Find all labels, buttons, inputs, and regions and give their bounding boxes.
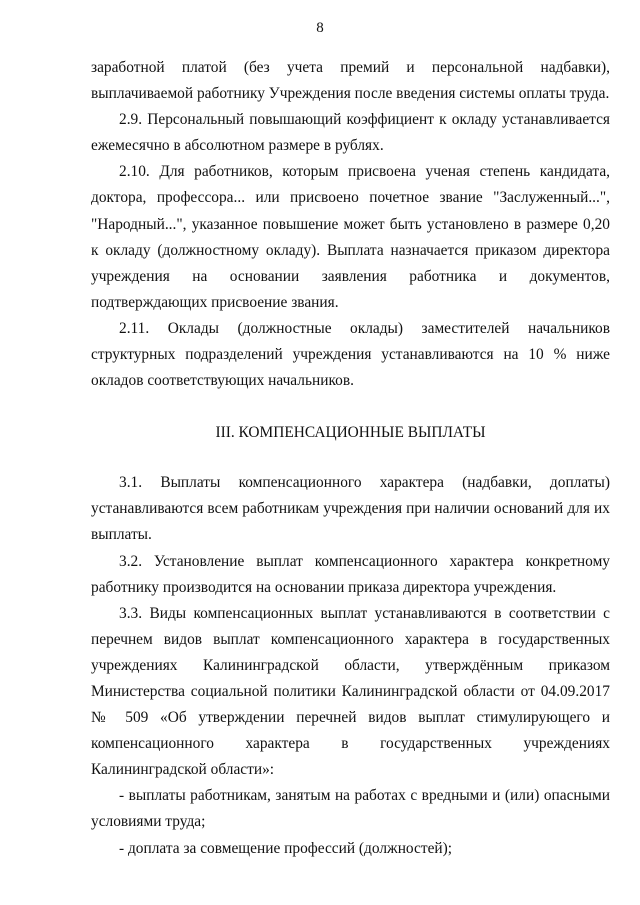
paragraph-2-11: 2.11. Оклады (должностные оклады) заместителей начальников структурных подразделений учреждения устанавливаются на 10 % ниже окладов соответствующих начальников. (91, 319, 610, 390)
paragraph-2-9: 2.9. Персональный повышающий коэффициент к окладу устанавливается ежемесячно в абсолютном размере в рублях. (91, 111, 610, 155)
paragraph-2-10: 2.10. Для работников, которым присвоена ученая степень кандидата, доктора, профессора... или присвоено почетное звание "Заслуженный...", "Народный...", указанное повышение может быть установлено в размере 0,20 к окладу (должностному окладу). Выплата назначается приказом директора учреждения на основании заявления работника и документов, подтверждающих присвоение звания. (91, 163, 610, 311)
paragraph-3-1: 3.1. Выплаты компенсационного характера (надбавки, доплаты) устанавливаются всем работникам учреждения при наличии оснований для их выплаты. (91, 474, 610, 544)
document-body (91, 55, 610, 862)
page-number: 8 (316, 20, 324, 36)
section-heading: III. КОМПЕНСАЦИОННЫЕ ВЫПЛАТЫ (215, 424, 486, 442)
paragraph-continuation: заработной платой (без учета премий и персональной надбавки), выплачиваемой работнику Учреждения после введения системы оплаты труда. (91, 59, 610, 103)
paragraph-3-3: 3.3. Виды компенсационных выплат устанавливаются в соответствии с перечнем видов выплат компенсационного характера в государственных учреждениях Калининградской области, утверждённым приказом Министерства социальной политики Калининградской области от 04.09.2017 № 509 «Об утверждении перечней видов выплат стимулирующего и компенсационного характера в государственных учреждениях Калининградской области»: (91, 604, 610, 779)
list-item-harmful-conditions: - выплаты работникам, занятым на работах с вредными и (или) опасными условиями труда; (91, 787, 610, 831)
paragraph-3-2: 3.2. Установление выплат компенсационного характера конкретному работнику производится на основании приказа директора учреждения. (91, 552, 610, 596)
list-item-combining-professions: - доплата за совмещение профессий (должностей); (119, 839, 453, 857)
